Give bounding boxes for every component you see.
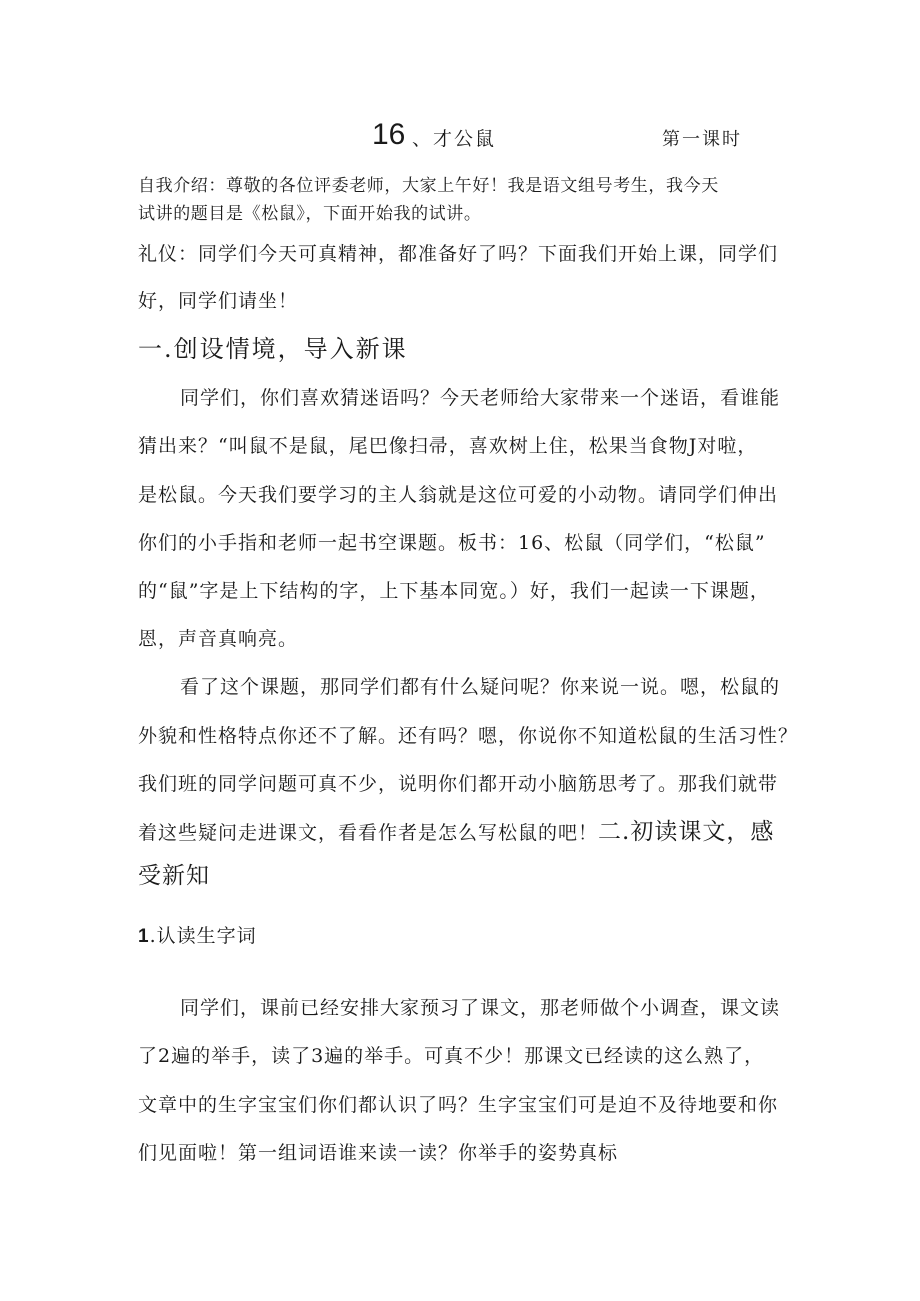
paragraph-1-line-4: 你们的小手指和老师一起书空课题。板书：16、松鼠（同学们，“松鼠” <box>138 532 766 554</box>
paragraph-1-line-5: 的“鼠”字是上下结构的字，上下基本同宽。）好，我们一起读一下课题， <box>138 580 770 602</box>
lesson-period: 第一课时 <box>662 129 742 150</box>
etiquette-line-2: 好，同学们请坐！ <box>138 290 299 312</box>
section-heading-2: 二.初读课文，感 <box>598 819 775 845</box>
paragraph-1-line-2: 猜出来？“叫鼠不是鼠，尾巴像扫帚，喜欢树上住，松果当食物J对啦， <box>138 435 758 457</box>
paragraph-3-line-2: 了2遍的举手，读了3遍的举手。可真不少！那课文已经读的这么熟了， <box>138 1045 765 1067</box>
sub-heading-1 <box>138 923 257 950</box>
paragraph-2-line-1: 看了这个课题，那同学们都有什么疑问呢？你来说一说。嗯，松鼠的 <box>180 676 781 698</box>
lesson-number: 16 <box>372 118 406 151</box>
paragraph-2-line-4-text: 着这些疑问走进课文，看看作者是怎么写松鼠的吧！ <box>138 822 599 844</box>
sub-heading-number: 1 <box>138 926 150 947</box>
intro-line-1: 自我介绍：尊敬的各位评委老师，大家上午好！我是语文组号考生，我今天 <box>138 176 719 196</box>
paragraph-3-line-1: 同学们，课前已经安排大家预习了课文，那老师做个小调查，课文读 <box>180 997 781 1019</box>
paragraph-1-line-6: 恩，声音真响亮。 <box>138 628 299 650</box>
paragraph-1-line-1: 同学们，你们喜欢猜迷语吗？今天老师给大家带来一个迷语，看谁能 <box>180 387 781 409</box>
paragraph-2-line-3: 我们班的同学问题可真不少，说明你们都开动小脑筋思考了。那我们就带 <box>138 773 779 795</box>
paragraph-3-line-4: 们见面啦！第一组词语谁来读一读？你举手的姿势真标 <box>138 1142 619 1164</box>
paragraph-3-line-3: 文章中的生字宝宝们你们都认识了吗？生字宝宝们可是迫不及待地要和你 <box>138 1094 779 1116</box>
paragraph-2-line-2: 外貌和性格特点你还不了解。还有吗？嗯，你说你不知道松鼠的生活习性？ <box>138 725 799 747</box>
etiquette-line-1: 礼仪：同学们今天可真精神，都准备好了吗？下面我们开始上课，同学们 <box>138 243 779 265</box>
section-heading-2-continued: 受新知 <box>138 863 210 889</box>
paragraph-1-line-3: 是松鼠。今天我们要学习的主人翁就是这位可爱的小动物。请同学们伸出 <box>138 484 779 506</box>
section-heading-1: 一.创设情境，导入新课 <box>138 335 408 363</box>
intro-line-2: 试讲的题目是《松鼠》，下面开始我的试讲。 <box>138 204 482 224</box>
lesson-title: 、才公鼠 <box>412 128 497 150</box>
paragraph-2-line-4 <box>138 819 774 846</box>
sub-heading-text: .认读生字词 <box>149 925 257 947</box>
